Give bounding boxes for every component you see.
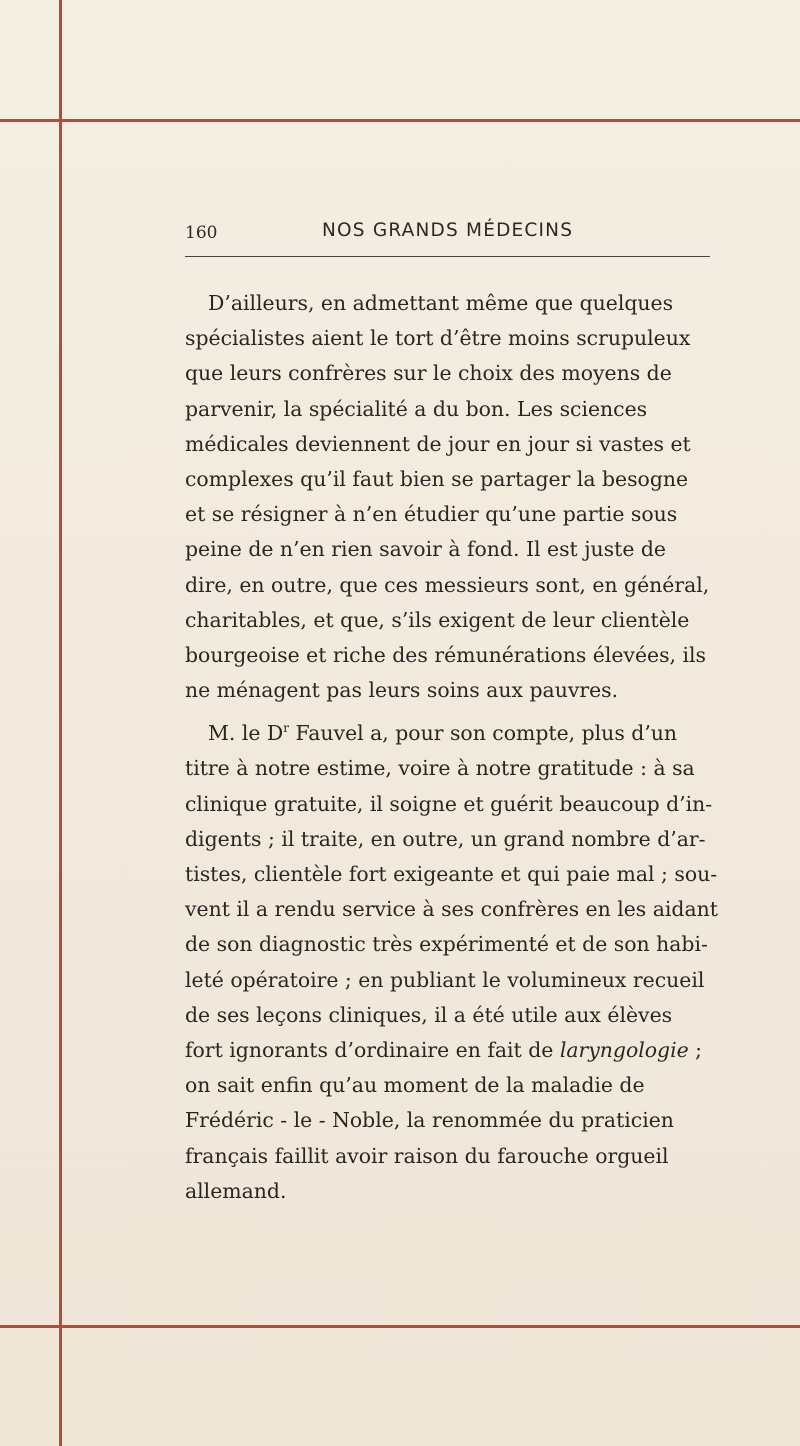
- page-number: 160: [185, 223, 218, 243]
- text-line: spécialistes aient le tort d’être moins scrupuleux: [185, 326, 691, 351]
- text-line: peine de n’en rien savoir à fond. Il est juste de: [185, 537, 666, 562]
- body-text: [185, 286, 725, 1209]
- header-divider: [185, 256, 710, 257]
- text-line: [185, 1033, 725, 1068]
- text-line: complexes qu’il faut bien se partager la besogne: [185, 466, 689, 491]
- margin-rule-bottom: [0, 1325, 800, 1328]
- text-line: charitables, et que, s’ils exigent de leur clientèle: [185, 607, 690, 632]
- text-line: dire, en outre, que ces messieurs sont, en général,: [185, 572, 710, 597]
- text-line: allemand.: [185, 1178, 287, 1203]
- italic-term: laryngologie: [559, 1037, 689, 1062]
- text-run: fort ignorants d’ordinaire en fait de: [185, 1037, 560, 1062]
- text-line: bourgeoise et riche des rémunérations élevées, ils: [185, 642, 707, 667]
- text-line: titre à notre estime, voire à notre gratitude : à sa: [185, 756, 695, 781]
- text-line: D’ailleurs, en admettant même que quelques: [208, 291, 674, 315]
- text-run: M. le D: [208, 721, 284, 746]
- text-line: parvenir, la spécialité a du bon. Les sciences: [185, 396, 648, 421]
- paragraph-2: [185, 716, 725, 1209]
- text-line: ne ménagent pas leurs soins aux pauvres.: [185, 678, 619, 703]
- text-line: leté opératoire ; en publiant le volumineux recueil: [185, 967, 705, 992]
- text-line: tistes, clientèle fort exigeante et qui paie mal ; sou-: [185, 862, 718, 886]
- text-line: que leurs confrères sur le choix des moyens de: [185, 361, 672, 386]
- text-line: [185, 716, 725, 751]
- text-line: clinique gratuite, il soigne et guérit beaucoup d’in-: [185, 791, 713, 816]
- text-line: de son diagnostic très expérimenté et de son habi-: [185, 932, 708, 957]
- text-line: digents ; il traite, en outre, un grand nombre d’ar-: [185, 826, 706, 851]
- page-header: [185, 219, 710, 249]
- superscript: r: [283, 721, 290, 736]
- text-line: médicales deviennent de jour en jour si vastes et: [185, 431, 691, 456]
- text-line: Frédéric - le - Noble, la renommée du praticien: [185, 1108, 674, 1133]
- paragraph-1: [185, 286, 725, 708]
- running-title: NOS GRANDS MÉDECINS: [322, 220, 574, 241]
- margin-rule-vertical: [59, 0, 62, 1446]
- text-run: ;: [688, 1037, 703, 1062]
- text-line: français faillit avoir raison du farouche orgueil: [185, 1143, 669, 1168]
- text-line: et se résigner à n’en étudier qu’une partie sous: [185, 502, 678, 527]
- margin-rule-top: [0, 119, 800, 122]
- text-line: vent il a rendu service à ses confrères en les aidant: [185, 897, 718, 922]
- text-line: de ses leçons cliniques, il a été utile aux élèves: [185, 1002, 673, 1027]
- text-line: on sait enfin qu’au moment de la maladie de: [185, 1073, 645, 1098]
- text-run: Fauvel a, pour son compte, plus d’un: [289, 721, 678, 746]
